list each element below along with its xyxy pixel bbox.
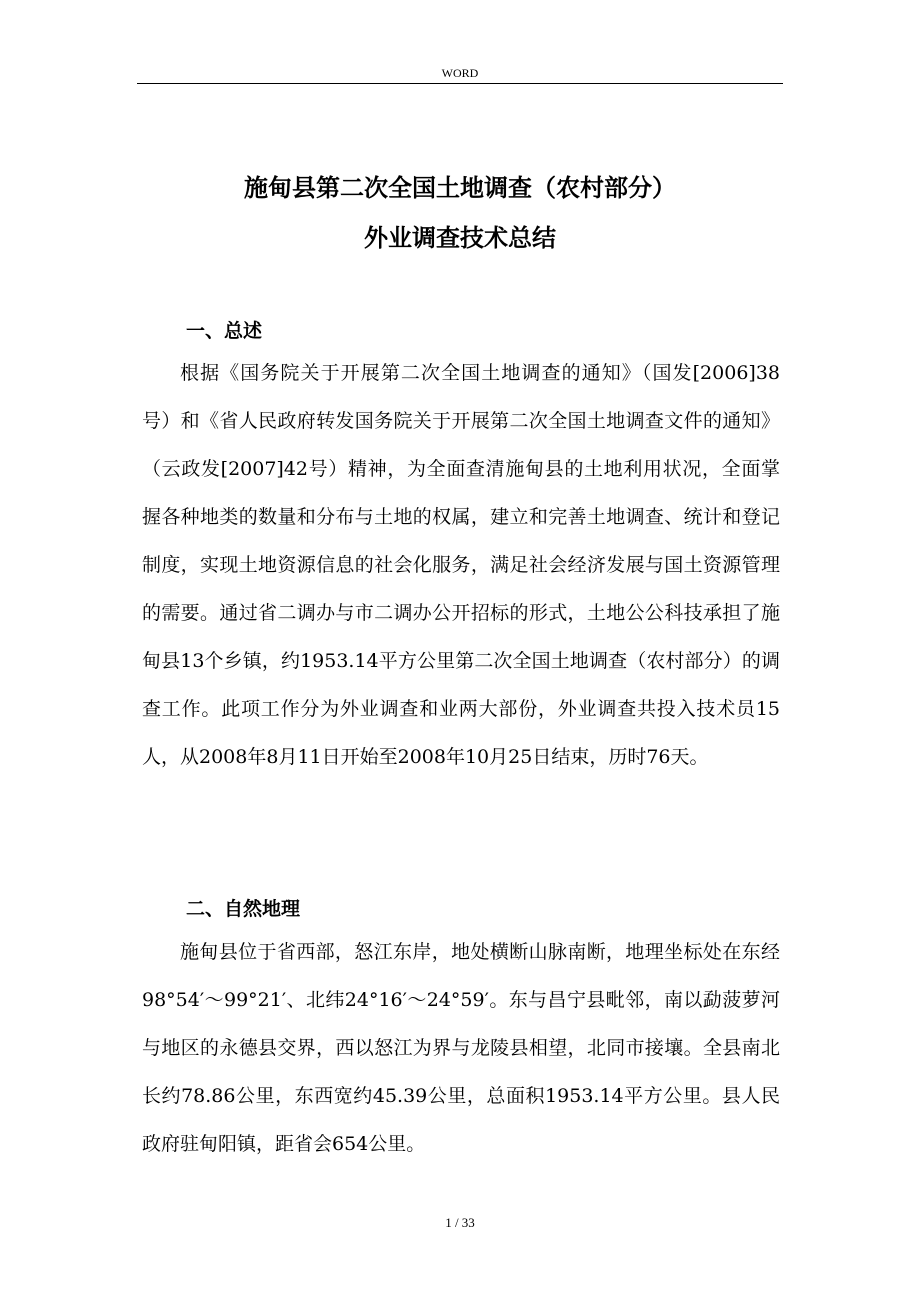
header-rule xyxy=(137,83,783,84)
section-paragraph-geography: 施甸县位于省西部，怒江东岸，地处横断山脉南断，地理坐标处在东经98°54′～99°21′、北纬24°16′～24°59′。东与昌宁县毗邻，南以勐菠萝河与地区的永德县交界，西以怒江为界与龙陵县相望，北同市接壤。全县南北长约78.86公里，东西宽约45.39公里，总面积1953.14平方公里。县人民政府驻甸阳镇，距省会654公里。 xyxy=(142,941,780,1155)
header-label: WORD xyxy=(441,66,479,80)
section-paragraph-overview: 根据《国务院关于开展第二次全国土地调查的通知》（国发[2006]38号）和《省人民政府转发国务院关于开展第二次全国土地调查文件的通知》（云政发[2007]42号）精神，为全面查清施甸县的土地利用状况，全面掌握各种地类的数量和分布与土地的权属，建立和完善土地调查、统计和登记制度，实现土地资源信息的社会化服务，满足社会经济发展与国土资源管理的需要。通过省二调办与市二调办公开招标的形式，土地公公科技承担了施甸县13个乡镇，约1953.14平方公里第二次全国土地调查（农村部分）的调查工作。此项工作分为外业调查和业两大部份，外业调查共投入技术员15人，从2008年8月11日开始至2008年10月25日结束，历时76天。 xyxy=(142,362,780,768)
document-title-line-2: 外业调查技术总结 xyxy=(364,224,556,252)
document-title-line-1: 施甸县第二次全国土地调查（农村部分） xyxy=(244,174,676,202)
page-indicator: 1 / 33 xyxy=(445,1215,475,1230)
section-heading-geography: 二、自然地理 xyxy=(186,898,301,920)
section-heading-overview: 一、总述 xyxy=(186,320,263,342)
